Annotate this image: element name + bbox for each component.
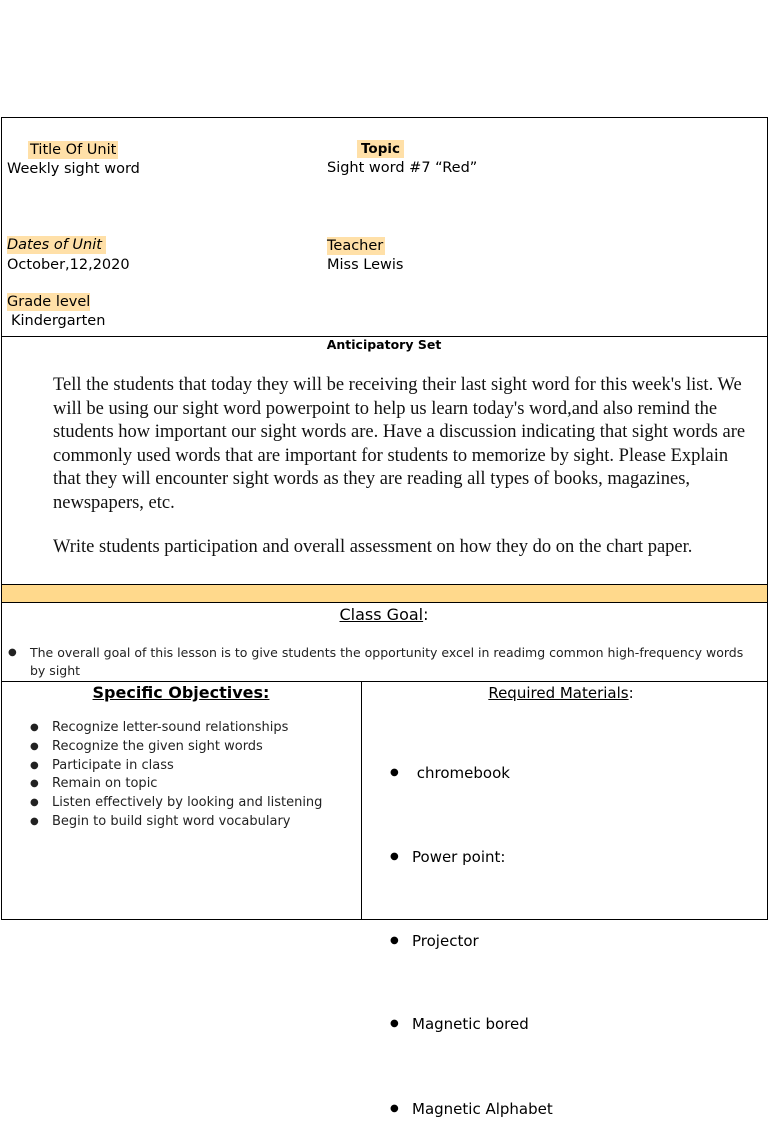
section-divider-band (1, 584, 768, 603)
required-materials-heading (362, 682, 760, 704)
anticipatory-paragraph-1: Tell the students that today they will be receiving their last sight word for this week's list. We will be using our sight word powerpoint to help us learn today's word,and also remind the students how important our sight words are. Have a discussion indicating that sight words are commonly used words that are important for students to memorize by sight. Please Explain that they will encounter sight words as they are reading all types of books, magazines, newspapers, etc. (53, 375, 746, 513)
specific-objectives-heading: Specific Objectives: (92, 683, 270, 702)
class-goal-heading (0, 605, 768, 625)
anticipatory-paragraph-2: Write students participation and overall assessment on how they do on the chart paper. (53, 537, 693, 557)
objective-item: ● Recognize letter-sound relationships (30, 719, 358, 738)
material-item: ● Power point: (390, 847, 760, 867)
anticipatory-set-heading: Anticipatory Set (326, 337, 442, 352)
material-item: ● chromebook (390, 763, 760, 783)
topic-value: Sight word #7 “Red” (327, 160, 478, 176)
required-materials-title: Required Materials (488, 684, 629, 702)
class-goal-colon: : (423, 605, 429, 624)
objective-item: ● Recognize the given sight words (30, 738, 358, 757)
material-item: ● Magnetic bored (390, 1014, 760, 1034)
title-of-unit-label: Title Of Unit (30, 142, 117, 158)
required-materials-colon: : (628, 684, 634, 702)
class-goal-list (8, 644, 760, 680)
objective-item: ● Participate in class (30, 757, 358, 776)
grade-level-label: Grade level (7, 294, 91, 310)
objective-item: ● Listen effectively by looking and listening (30, 794, 358, 813)
title-of-unit-value: Weekly sight word (7, 161, 140, 177)
materials-list (390, 723, 760, 1139)
material-item: ● Magnetic Alphabet (390, 1099, 760, 1119)
dates-of-unit-label: Dates of Unit (7, 236, 106, 254)
class-goal-title: Class Goal (339, 605, 424, 624)
grade-level-value: Kindergarten (11, 313, 106, 329)
objectives-list (30, 719, 358, 832)
class-goal-item: ● The overall goal of this lesson is to give students the opportunity excel in readimg common high-frequency words by sight (8, 644, 760, 680)
dates-of-unit-value: October,12,2020 (7, 257, 130, 273)
material-item: ● Projector (390, 931, 760, 951)
topic-label: Topic (357, 140, 404, 158)
column-divider (361, 681, 362, 920)
teacher-label: Teacher (327, 238, 384, 254)
objective-item: ● Begin to build sight word vocabulary (30, 813, 358, 832)
objective-item: ● Remain on topic (30, 775, 358, 794)
teacher-value: Miss Lewis (327, 257, 404, 273)
